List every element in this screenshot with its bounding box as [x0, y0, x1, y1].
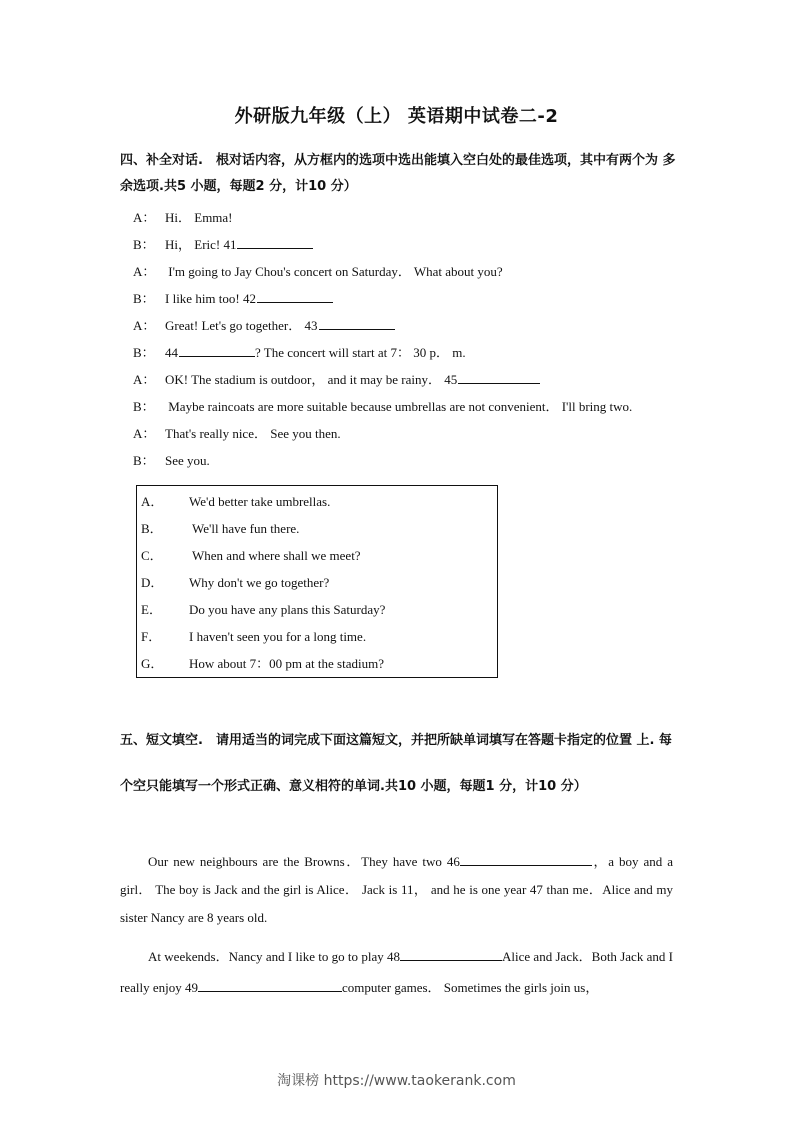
footer-watermark: 淘课榜 https://www.taokerank.com	[277, 1073, 516, 1089]
dialog-line-9	[133, 420, 693, 447]
speaker-label: B：	[133, 399, 155, 414]
dialog-line-6	[133, 339, 693, 366]
option-g	[141, 650, 497, 677]
dialog-text: Great! Let's go together． 43	[165, 318, 318, 333]
speaker-label: A：	[133, 318, 156, 333]
speaker-label: B：	[133, 345, 155, 360]
dialog-line-10	[133, 447, 693, 474]
paragraph-text: ，a boy and a girl． The boy is Jack and the girl is Alice． Jack is 11， and he is one year 47 than me．Alice and my sister Nancy are 8 years old.	[120, 854, 673, 925]
options-box	[136, 485, 498, 678]
option-letter: F．	[141, 629, 162, 644]
dialog-text: I like him too! 42	[165, 291, 256, 306]
dialog-line-8	[133, 393, 693, 420]
dialog-line-1	[133, 204, 693, 231]
speaker-label: A：	[133, 372, 156, 387]
option-text: When and where shall we meet?	[189, 548, 361, 563]
speaker-label: A：	[133, 264, 156, 279]
option-d	[141, 569, 497, 596]
dialog-line-5	[133, 312, 693, 339]
passage-paragraph-1	[120, 848, 673, 932]
option-text: We'd better take umbrellas.	[189, 494, 331, 509]
dialog-line-4	[133, 285, 693, 312]
paragraph-text: At weekends．Nancy and I like to go to play 48	[148, 949, 400, 964]
option-text: How about 7：00 pm at the stadium?	[189, 656, 384, 671]
option-letter: C．	[141, 548, 163, 563]
page-title: 外研版九年级（上） 英语期中试卷二-2	[234, 106, 559, 127]
passage-paragraph-2	[120, 941, 673, 1003]
answer-blank-44[interactable]	[179, 342, 255, 357]
dialog-text-after: ? The concert will start at 7： 30 p． m.	[255, 345, 466, 360]
dialog-text: 44	[165, 345, 178, 360]
speaker-label: A：	[133, 426, 156, 441]
answer-blank-45[interactable]	[458, 369, 540, 384]
dialog-text: I'm going to Jay Chou's concert on Saturday． What about you?	[165, 264, 503, 279]
dialog-line-7	[133, 366, 693, 393]
dialog-list	[133, 204, 693, 474]
speaker-label: B：	[133, 237, 155, 252]
dialog-text: OK! The stadium is outdoor， and it may be rainy． 45	[165, 372, 458, 387]
option-letter: A．	[141, 494, 164, 509]
answer-blank-41[interactable]	[237, 234, 313, 249]
dialog-text: Maybe raincoats are more suitable because umbrellas are not convenient． I'll bring two.	[165, 399, 633, 414]
dialog-line-3	[133, 258, 693, 285]
dialog-text: Hi， Eric! 41	[165, 237, 237, 252]
paragraph-text: computer games． Sometimes the girls join us，	[341, 980, 599, 995]
answer-blank-48[interactable]	[400, 946, 502, 961]
dialog-line-2	[133, 231, 693, 258]
answer-blank-49[interactable]	[198, 977, 342, 992]
option-letter: G．	[141, 656, 164, 671]
paragraph-text: Our new neighbours are the Browns．They have two 46	[148, 854, 460, 869]
option-letter: B．	[141, 521, 163, 536]
speaker-label: B：	[133, 291, 155, 306]
option-text: Do you have any plans this Saturday?	[189, 602, 386, 617]
speaker-label: B：	[133, 453, 155, 468]
paragraph-text: Alice and Jack．Both Jack and I really enjoy 49	[120, 949, 673, 995]
option-letter: D．	[141, 575, 164, 590]
option-e	[141, 596, 497, 623]
dialog-text: Hi． Emma!	[165, 210, 233, 225]
option-c	[141, 542, 497, 569]
option-a	[141, 488, 497, 515]
answer-blank-42[interactable]	[257, 288, 333, 303]
dialog-text: That's really nice． See you then.	[165, 426, 341, 441]
option-b	[141, 515, 497, 542]
section-4-heading: 四、补全对话. 根对话内容，从方框内的选项中选出能填入空白处的最佳选项，其中有两个为 多余选项.共5 小题，每题2 分，计10 分）	[120, 153, 676, 194]
answer-blank-46[interactable]	[460, 851, 592, 866]
option-f	[141, 623, 497, 650]
option-letter: E．	[141, 602, 162, 617]
option-text: I haven't seen you for a long time.	[189, 629, 367, 644]
speaker-label: A：	[133, 210, 156, 225]
answer-blank-43[interactable]	[319, 315, 395, 330]
section-5-heading: 五、短文填空. 请用适当的词完成下面这篇短文，并把所缺单词填写在答题卡指定的位置 上. 每个空只能填写一个形式正确、意义相符的单词.共10 小题，每题1 分，计10 分）	[120, 733, 672, 794]
dialog-text: See you.	[165, 453, 210, 468]
option-text: Why don't we go together?	[189, 575, 330, 590]
option-text: We'll have fun there.	[189, 521, 300, 536]
